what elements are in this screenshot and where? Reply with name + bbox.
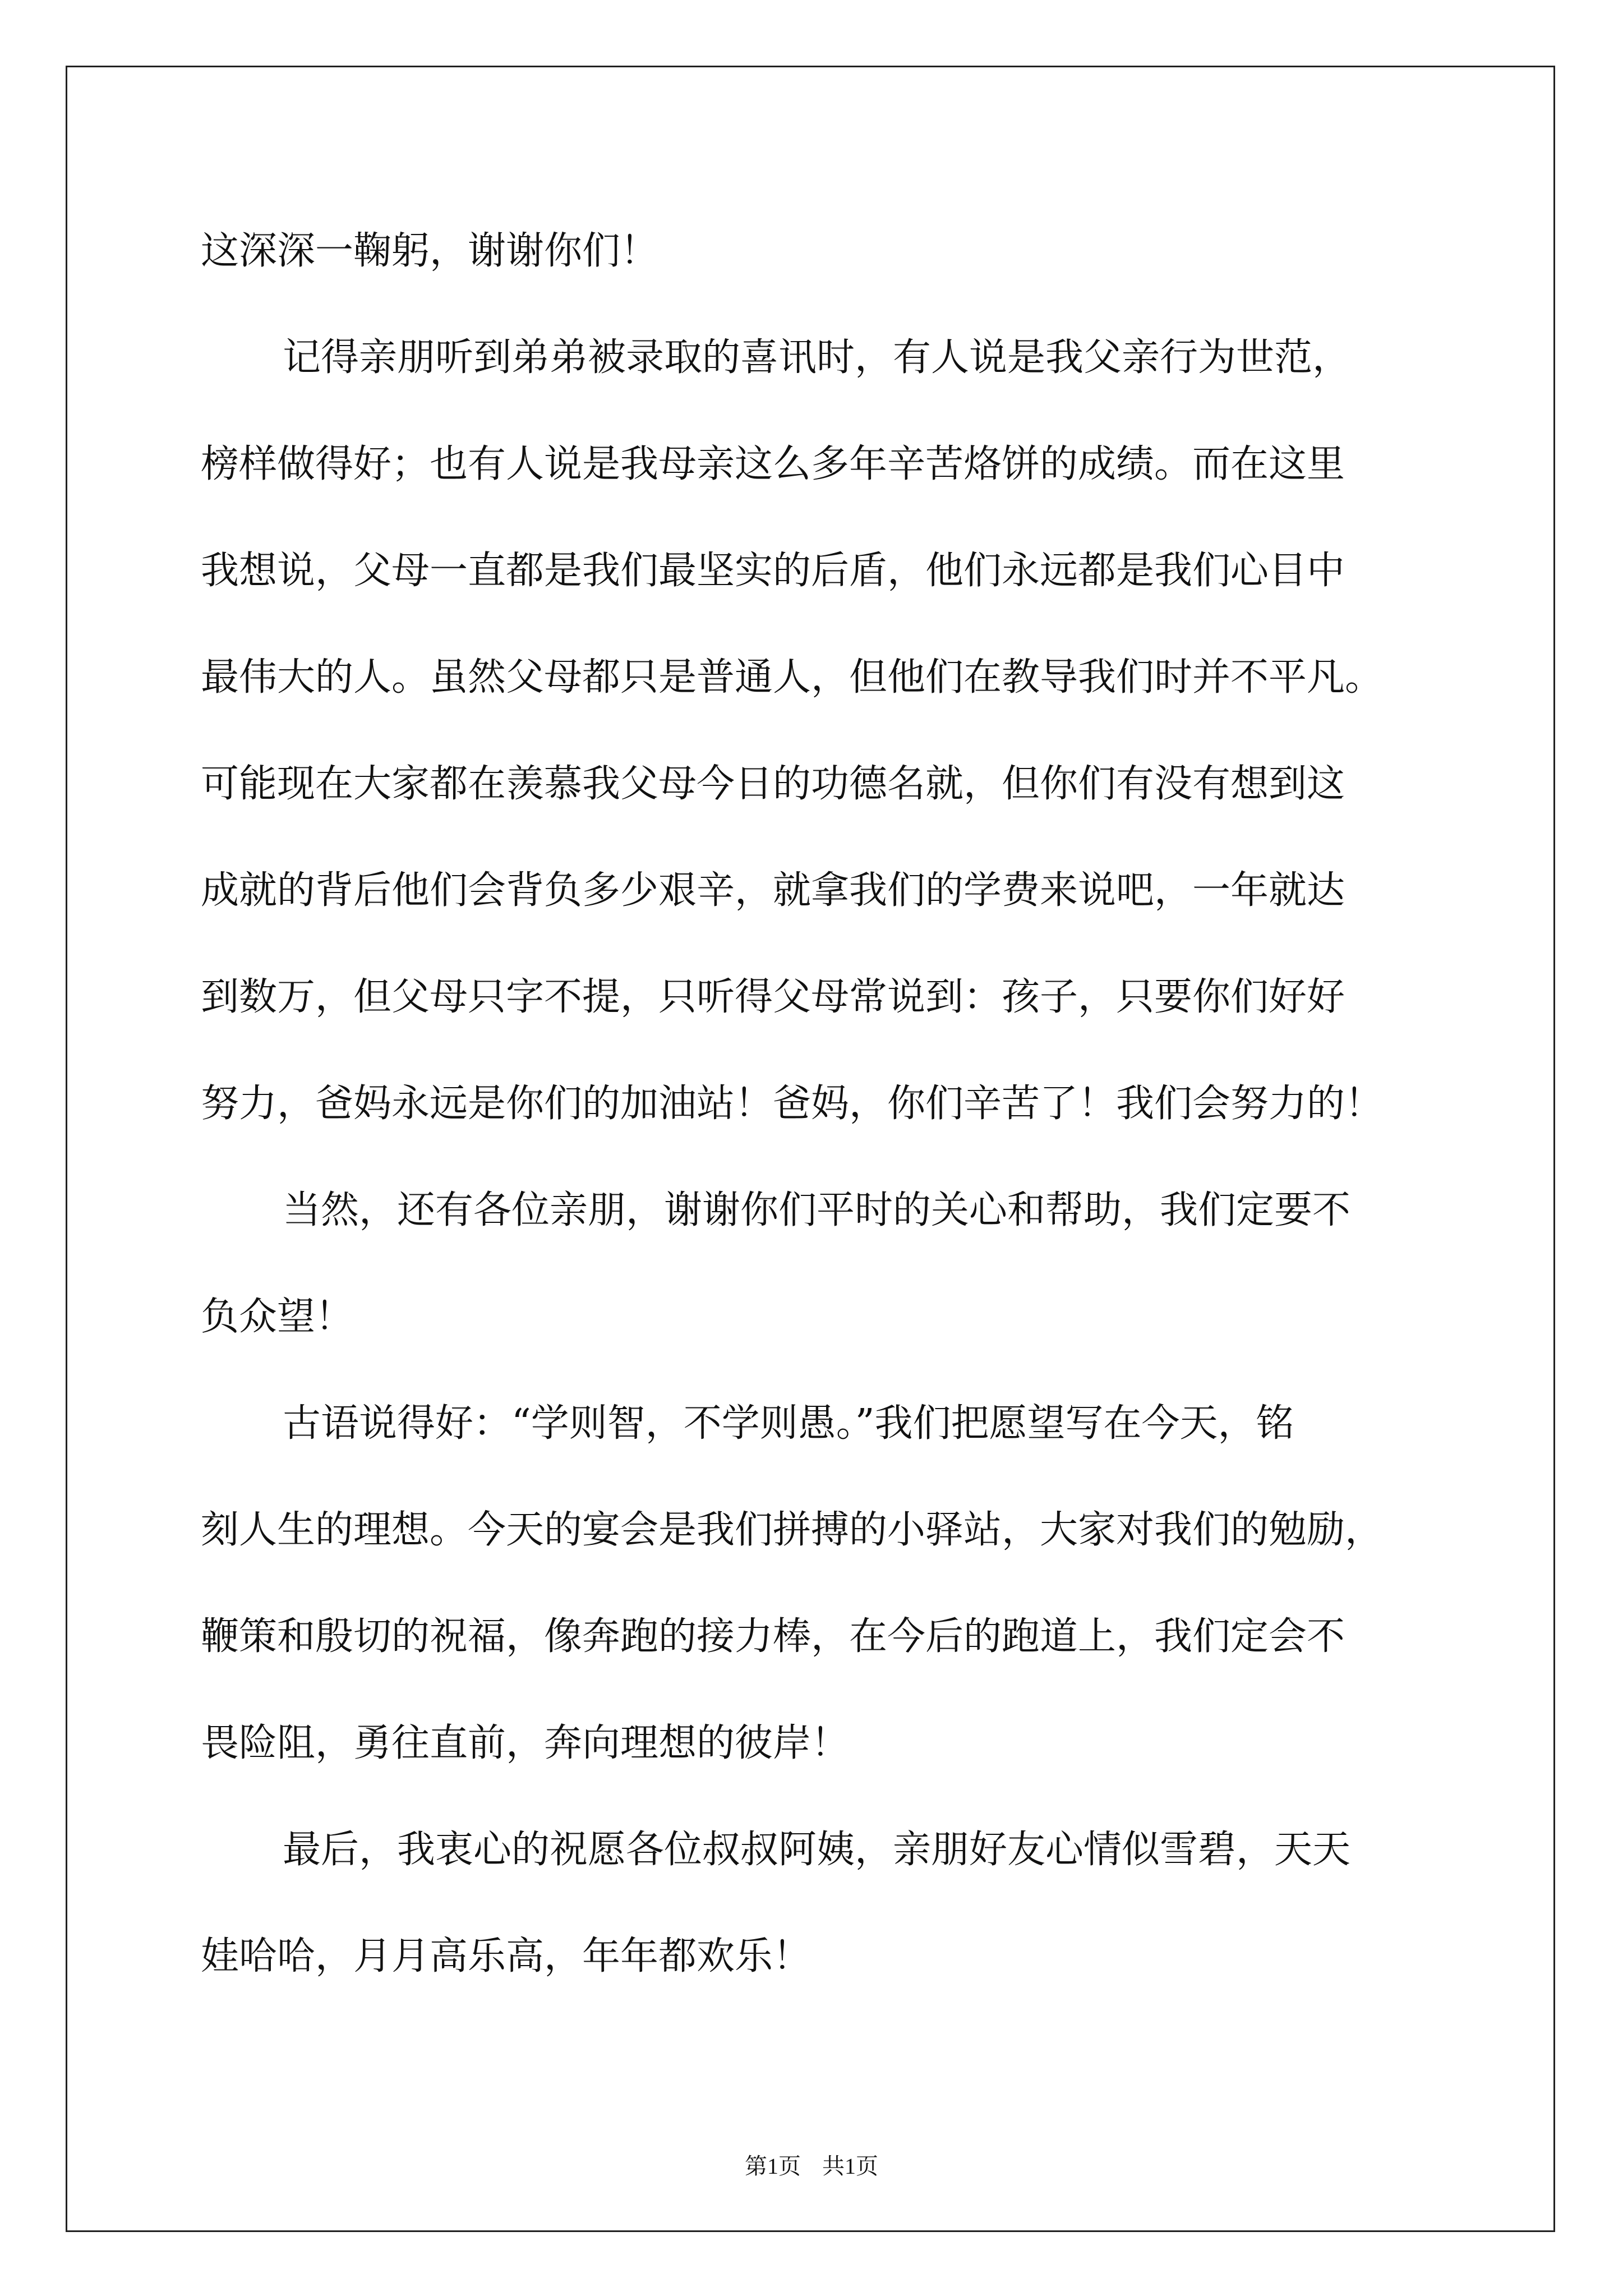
text-line: 努力，爸妈永远是你们的加油站！爸妈，你们辛苦了！我们会努力的！ bbox=[201, 1082, 1384, 1126]
page-number-current: 第1页 bbox=[745, 2154, 801, 2179]
text-line: 到数万，但父母只字不提，只听得父母常说到：孩子，只要你们好好 bbox=[201, 975, 1345, 1019]
text-line: 负众望！ bbox=[201, 1295, 354, 1339]
page-footer bbox=[0, 2150, 1623, 2183]
text-line: 畏险阻，勇往直前，奔向理想的彼岸！ bbox=[201, 1721, 850, 1765]
text-line: 我想说，父母一直都是我们最坚实的后盾，他们永远都是我们心目中 bbox=[201, 549, 1345, 593]
paragraph-start-line: 最后，我衷心的祝愿各位叔叔阿姨，亲朋好友心情似雪碧，天天 bbox=[283, 1828, 1351, 1872]
text-line: 刻人生的理想。今天的宴会是我们拼搏的小驿站，大家对我们的勉励， bbox=[201, 1508, 1384, 1552]
text-line: 鞭策和殷切的祝福，像奔跑的接力棒，在今后的跑道上，我们定会不 bbox=[201, 1614, 1345, 1659]
text-line: 成就的背后他们会背负多少艰辛，就拿我们的学费来说吧，一年就达 bbox=[201, 868, 1345, 913]
text-line: 这深深一鞠躬，谢谢你们！ bbox=[201, 229, 659, 273]
text-line: 娃哈哈，月月高乐高，年年都欢乐！ bbox=[201, 1934, 811, 1978]
text-line: 最伟大的人。虽然父母都只是普通人，但他们在教导我们时并不平凡。 bbox=[201, 655, 1384, 700]
text-line: 可能现在大家都在羡慕我父母今日的功德名就，但你们有没有想到这 bbox=[201, 762, 1345, 806]
page-number-total: 共1页 bbox=[822, 2154, 878, 2179]
paragraph-start-line: 当然，还有各位亲朋，谢谢你们平时的关心和帮助，我们定要不 bbox=[283, 1188, 1351, 1232]
paragraph-start-line: 记得亲朋听到弟弟被录取的喜讯时，有人说是我父亲行为世范， bbox=[283, 335, 1351, 380]
paragraph-start-line: 古语说得好：“学则智，不学则愚。”我们把愿望写在今天，铭 bbox=[283, 1401, 1294, 1446]
text-line: 榜样做得好；也有人说是我母亲这么多年辛苦烙饼的成绩。而在这里 bbox=[201, 442, 1345, 486]
